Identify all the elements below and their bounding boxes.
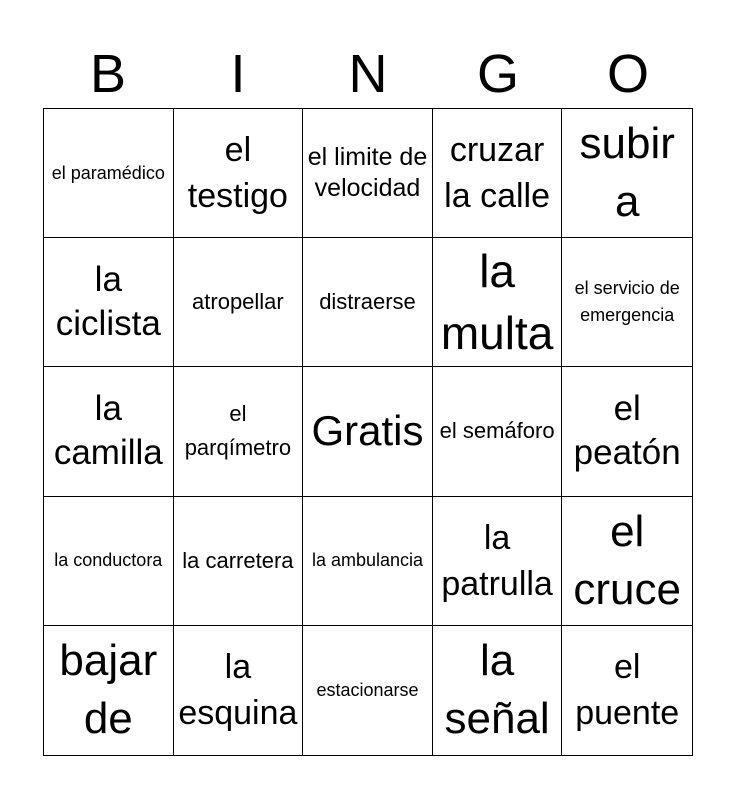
cell-text: atropellar xyxy=(192,289,284,315)
bingo-cell[interactable] xyxy=(562,109,692,238)
cell-text: el peatón xyxy=(573,389,681,473)
bingo-cell[interactable] xyxy=(174,497,304,626)
cell-text: bajar de xyxy=(59,636,158,744)
cell-text: el limite de velocidad xyxy=(307,143,428,203)
cell-text: la ciclista xyxy=(55,260,161,344)
bingo-cell[interactable] xyxy=(44,109,174,238)
bingo-cell[interactable] xyxy=(174,626,304,755)
cell-text: la esquina xyxy=(178,648,298,733)
cell-text: la camilla xyxy=(53,389,163,473)
cell-text: el testigo xyxy=(187,131,288,216)
cell-text: la señal xyxy=(444,636,550,744)
bingo-cell[interactable] xyxy=(44,367,174,496)
bingo-cell[interactable] xyxy=(303,497,433,626)
header-letter-n: N xyxy=(348,44,388,104)
free-space[interactable] xyxy=(303,367,433,496)
bingo-cell[interactable] xyxy=(433,109,563,238)
cell-text: subir a xyxy=(579,119,675,227)
bingo-cell[interactable] xyxy=(303,109,433,238)
bingo-cell[interactable] xyxy=(174,238,304,367)
bingo-cell[interactable] xyxy=(44,626,174,755)
bingo-cell[interactable] xyxy=(562,238,692,367)
cell-text: el servicio de emergencia xyxy=(574,278,680,326)
free-space-label: Gratis xyxy=(311,407,424,455)
bingo-cell[interactable] xyxy=(303,238,433,367)
cell-text: la conductora xyxy=(54,550,163,571)
bingo-header xyxy=(43,40,693,108)
cell-text: el cruce xyxy=(573,506,681,614)
cell-text: distraerse xyxy=(319,289,416,315)
cell-text: la ambulancia xyxy=(311,550,424,571)
bingo-cell[interactable] xyxy=(433,497,563,626)
header-letter-o: O xyxy=(606,44,649,104)
bingo-cell[interactable] xyxy=(433,626,563,755)
bingo-cell[interactable] xyxy=(433,367,563,496)
bingo-board xyxy=(43,108,693,756)
bingo-cell[interactable] xyxy=(174,109,304,238)
bingo-cell[interactable] xyxy=(44,497,174,626)
cell-text: el parqímetro xyxy=(184,401,292,461)
cell-text: la patrulla xyxy=(441,518,553,603)
header-letter-i: I xyxy=(230,44,246,104)
cell-text: cruzar la calle xyxy=(444,131,551,216)
cell-text: el paramédico xyxy=(51,162,165,183)
bingo-cell[interactable] xyxy=(562,367,692,496)
cell-text: la carretera xyxy=(182,547,294,573)
bingo-cell[interactable] xyxy=(562,626,692,755)
cell-text: la multa xyxy=(440,245,554,360)
cell-text: estacionarse xyxy=(316,679,419,700)
cell-text: el puente xyxy=(575,648,680,733)
bingo-cell[interactable] xyxy=(174,367,304,496)
bingo-cell[interactable] xyxy=(433,238,563,367)
header-letter-b: B xyxy=(89,44,127,104)
bingo-cell[interactable] xyxy=(44,238,174,367)
bingo-cell[interactable] xyxy=(562,497,692,626)
cell-text: el semáforo xyxy=(439,418,555,444)
bingo-cell[interactable] xyxy=(303,626,433,755)
header-letter-g: G xyxy=(476,44,519,104)
